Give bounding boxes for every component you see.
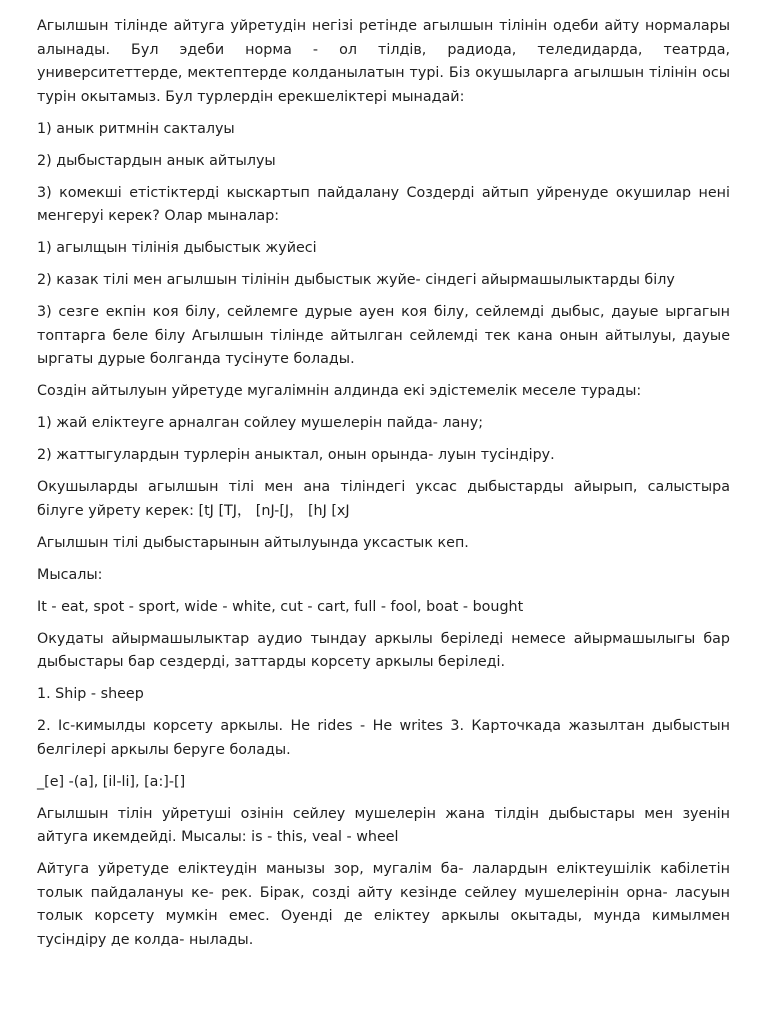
paragraph-imitation-importance: Айтуга уйретуде еліктеудін манызы зор, мугалім ба- лалардын еліктеушілік кабілетін толык пайдалануы ке- рек. Бірак, созді айту кезінде сейлеу мушелерінін орна- ласуын толык корсету мумкін емес. Оуенді де еліктеу аркылы окытады, мунда кимылмен тусіндіру де колда- нылады. bbox=[37, 861, 730, 948]
paragraph-auxiliary-verbs: 3) комекші етістіктерді кыскартып пайдалану Создерді айтып уйренуде окушилар нені менгеруі керек? Олар мыналар: bbox=[37, 184, 730, 224]
document-page bbox=[37, 15, 730, 961]
paragraph-word-pairs: It - eat, spot - sport, wide - white, cut - cart, full - fool, boat - bought bbox=[37, 598, 524, 615]
paragraph-phonetic-symbols: _[e] -(a], [il-li], [a:]-[] bbox=[37, 773, 186, 790]
list-item-exercises: 2) жаттыгулардын турлерін аныктал, онын орында- луын тусіндіру. bbox=[37, 447, 555, 463]
paragraph-teacher-speech: Агылшын тілін уйретуші озінін сейлеу мушелерін жана тілдін дыбыстары мен зуенін айтуга икемдейді. Мысалы: is - this, veal - wheel bbox=[37, 805, 730, 845]
list-item-imitation: 1) жай еліктеуге арналган сойлеу мушелерін пайда- лану; bbox=[37, 415, 484, 431]
list-item-rhythm: 1) анык ритмнін сакталуы bbox=[37, 120, 235, 137]
list-item-sound-system: 1) агылщын тілінія дыбыстык жуйесі bbox=[37, 240, 317, 256]
list-item-pronunciation: 2) дыбыстардын анык айтылуы bbox=[37, 152, 276, 169]
paragraph-example-label: Мысалы: bbox=[37, 566, 103, 583]
paragraph-audio: Окудаты айырмашылыктар аудио тындау аркылы беріледі немесе айырмашылыгы бар дыбыстары бар сездерді, заттарды корсету аркылы беріледі. bbox=[37, 630, 730, 670]
paragraph-similar-sounds: Окушыларды агылшын тілі мен ана тіліндегі уксас дыбыстарды айырып, салыстыра білуге уйрету керек: [tJ [TJ， [nJ-[J， [hJ [xJ bbox=[37, 479, 730, 519]
list-item-differences: 2) казак тілі мен агылшын тілінін дыбыстык жуйе- сіндегі айырмашылыктарды білу bbox=[37, 272, 675, 288]
list-item-stress-intonation: 3) сезге екпін коя білу, сейлемге дурые ауен коя білу, сейлемді дыбыс, дауые ыргагын топтарга беле білу Агылшын тілінде айтылган сейлемді тек кана онын айтылуы, дауые ыргаты дурые болганда тусінуте болады. bbox=[37, 304, 730, 367]
paragraph-teacher-problems: Создін айтылуын уйретуде мугалімнін алдинда екі эдістемелік меселе турады: bbox=[37, 383, 642, 399]
list-item-actions: 2. Іс-кимылды корсету аркылы. He rides - He writes 3. Карточкада жазылтан дыбыстын белгілері аркылы беруге болады. bbox=[37, 718, 730, 758]
paragraph-intro: Агылшын тілінде айтуга уйретудін негізі ретінде агылшын тілінін одеби айту нормалары алынады. Бул эдеби норма - ол тілдів, радиода, теледидарда, театрда, университеттерде, мектептерде колданылатын турі. Біз окушыларга агылшын тілінін осы турін окытамыз. Бул турлердін ерекшеліктері мынадай: bbox=[37, 18, 730, 105]
list-item-ship-sheep: 1. Ship - sheep bbox=[37, 686, 144, 702]
paragraph-similarity: Агылшын тілі дыбыстарынын айтылуында уксастык кеп. bbox=[37, 534, 469, 551]
